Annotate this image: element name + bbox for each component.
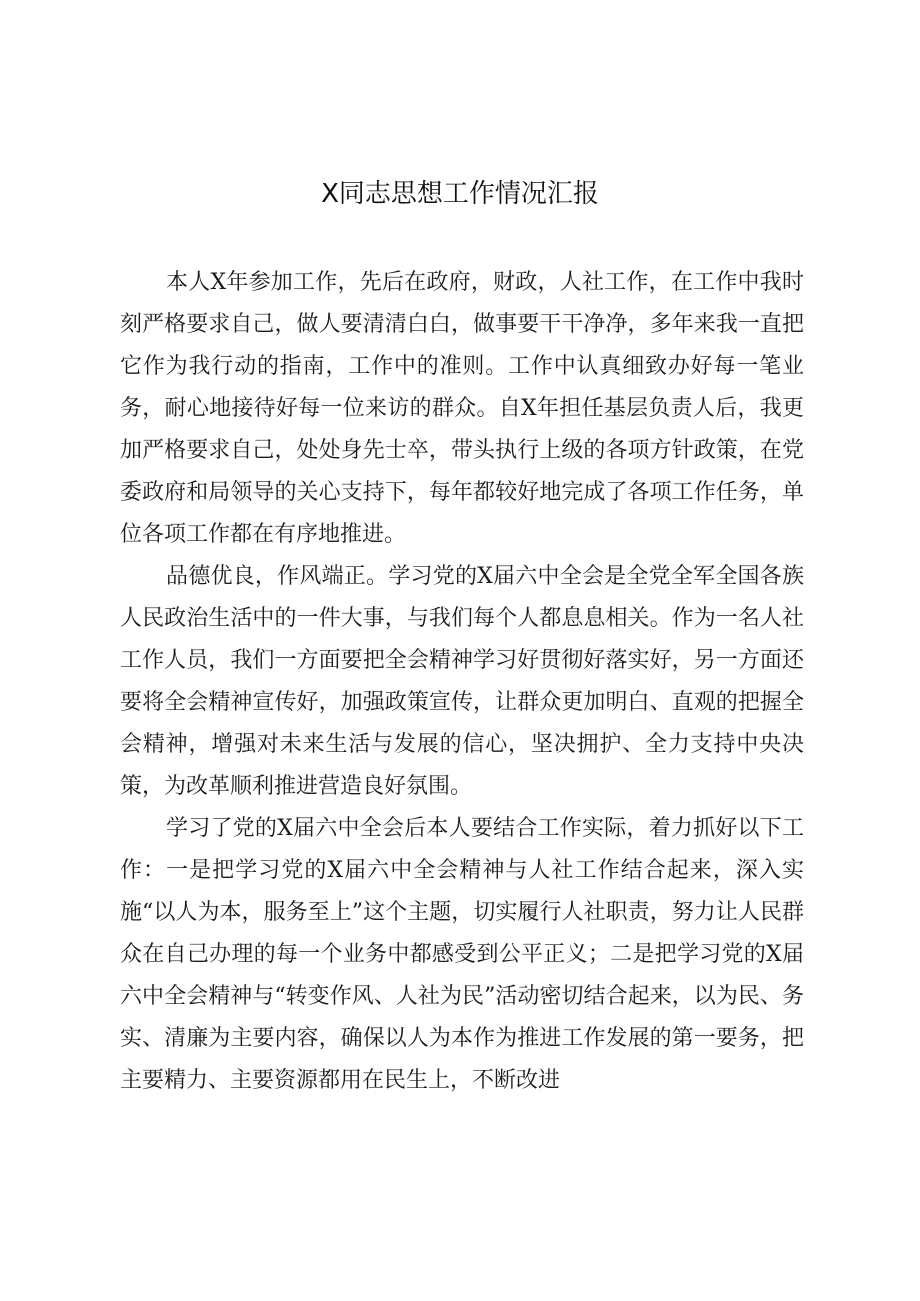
paragraph-conduct: 品德优良，作风端正。学习党的X届六中全会是全党全军全国各族人民政治生活中的一件大事，与我们每个人都息息相关。作为一名人社工作人员，我们一方面要把全会精神学习好贯彻好落实好，另一方面还要将全会精神宣传好，加强政策宣传，让群众更加明白、直观的把握全会精神，增强对未来生活与发展的信心，坚决拥护、全力支持中央决策，为改革顺利推进营造良好氛围。 xyxy=(120,564,804,799)
paragraph-study-plan: 学习了党的X届六中全会后本人要结合工作实际，着力抓好以下工作：一是把学习党的X届六中全会精神与人社工作结合起来，深入实施“以人为本，服务至上”这个主题，切实履行人社职责，努力让人民群众在自己办理的每一个业务中都感受到公平正义；二是把学习党的X届六中全会精神与“转变作风、人社为民”活动密切结合起来，以为民、务实、清廉为主要内容，确保以人为本作为推进工作发展的第一要务，把主要精力、主要资源都用在民生上，不断改进 xyxy=(120,816,804,1093)
document-title: X同志思想工作情况汇报 xyxy=(321,179,599,209)
document-body xyxy=(120,262,804,1102)
paragraph-work-history: 本人X年参加工作，先后在政府，财政，人社工作，在工作中我时刻严格要求自己，做人要清清白白，做事要干干净净，多年来我一直把它作为我行动的指南，工作中的准则。工作中认真细致办好每一笔业务，耐心地接待好每一位来访的群众。自X年担任基层负责人后，我更加严格要求自己，处处身先士卒，带头执行上级的各项方针政策，在党委政府和局领导的关心支持下，每年都较好地完成了各项工作任务，单位各项工作都在有序地推进。 xyxy=(120,270,804,547)
